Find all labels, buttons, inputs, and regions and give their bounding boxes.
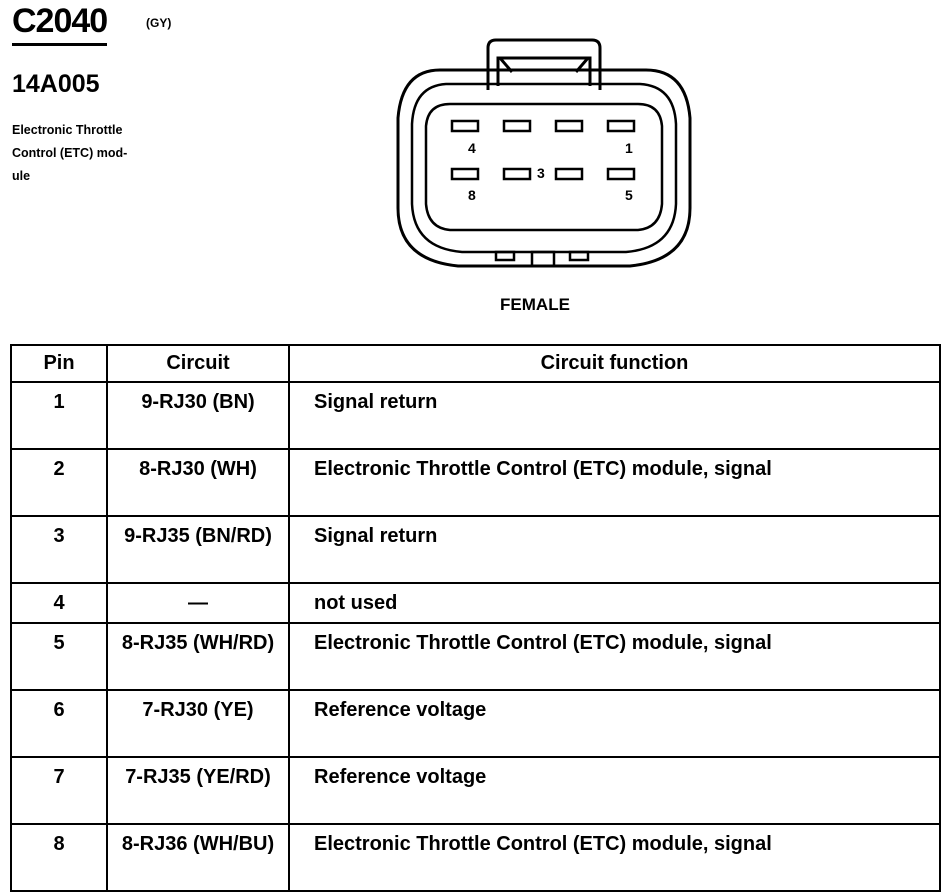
function-cell: Reference voltage [289, 757, 940, 824]
pin-cell: 5 [11, 623, 107, 690]
function-cell: not used [289, 583, 940, 623]
function-cell: Reference voltage [289, 690, 940, 757]
description-line: Control (ETC) mod- [12, 146, 128, 160]
table-row [11, 757, 940, 824]
circuit-cell: — [107, 583, 289, 623]
connector-description [12, 119, 187, 188]
connector-header [0, 0, 330, 200]
part-number: 14A005 [12, 70, 100, 98]
connector-view-label: FEMALE [500, 295, 570, 314]
pin-label: 8 [468, 187, 476, 203]
column-header-pin: Pin [11, 345, 107, 382]
column-header-function: Circuit function [289, 345, 940, 382]
pin-cell: 7 [11, 757, 107, 824]
function-cell: Electronic Throttle Control (ETC) module, signal [289, 824, 940, 891]
circuit-cell: 9-RJ30 (BN) [107, 382, 289, 449]
description-line: Electronic Throttle [12, 123, 123, 137]
function-cell: Electronic Throttle Control (ETC) module, signal [289, 449, 940, 516]
pin-label: 4 [468, 140, 476, 156]
pin-label: 3 [537, 165, 545, 181]
description-line: ule [12, 169, 31, 183]
table-row [11, 690, 940, 757]
table-row [11, 623, 940, 690]
table-row [11, 449, 940, 516]
table-row [11, 516, 940, 583]
circuit-cell: 7-RJ35 (YE/RD) [107, 757, 289, 824]
table-row [11, 824, 940, 891]
circuit-cell: 7-RJ30 (YE) [107, 690, 289, 757]
function-cell: Signal return [289, 516, 940, 583]
circuit-cell: 8-RJ30 (WH) [107, 449, 289, 516]
column-header-circuit: Circuit [107, 345, 289, 382]
function-cell: Signal return [289, 382, 940, 449]
connector-face-diagram [380, 28, 710, 290]
pin-cell: 6 [11, 690, 107, 757]
pin-cell: 4 [11, 583, 107, 623]
table-header-row [11, 345, 940, 382]
circuit-cell: 8-RJ36 (WH/BU) [107, 824, 289, 891]
connector-color-code: (GY) [146, 16, 172, 30]
pin-cell: 1 [11, 382, 107, 449]
function-cell: Electronic Throttle Control (ETC) module, signal [289, 623, 940, 690]
pin-label: 5 [625, 187, 633, 203]
pin-cell: 2 [11, 449, 107, 516]
table-row [11, 583, 940, 623]
circuit-cell: 8-RJ35 (WH/RD) [107, 623, 289, 690]
pinout-table [10, 344, 941, 892]
pin-cell: 3 [11, 516, 107, 583]
table-row [11, 382, 940, 449]
circuit-cell: 9-RJ35 (BN/RD) [107, 516, 289, 583]
pin-cell: 8 [11, 824, 107, 891]
pin-label: 1 [625, 140, 633, 156]
connector-face-drawing [380, 28, 710, 290]
connector-id: C2040 [12, 2, 107, 46]
